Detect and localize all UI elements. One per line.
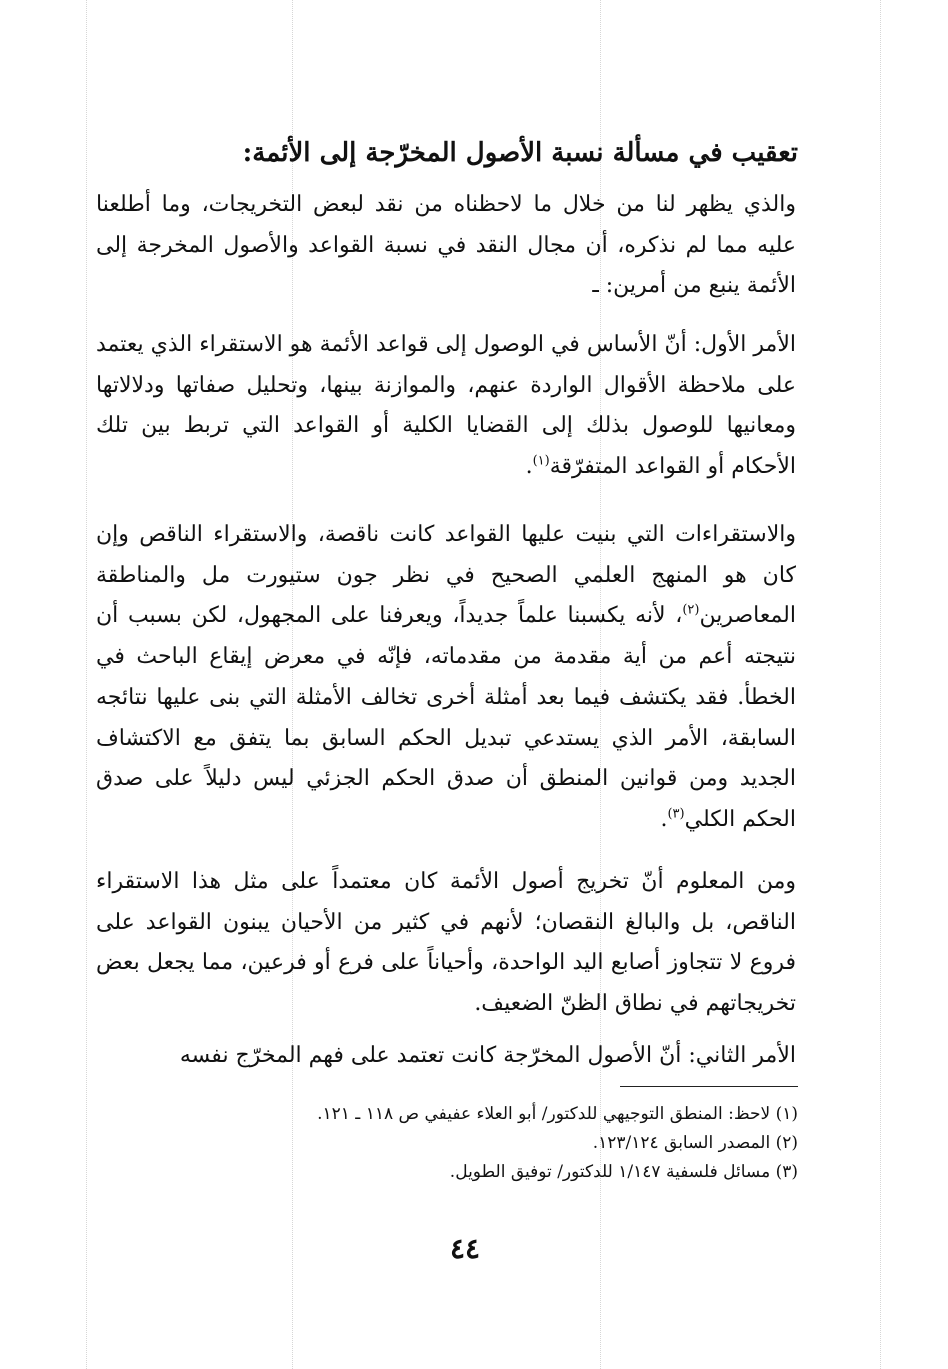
paragraph-2 [96,325,796,488]
paragraph-4 [96,862,796,1025]
paragraph-3 [96,515,796,841]
footnote-ref-1: (١) [532,453,550,469]
paragraph-1 [96,185,796,307]
paragraph-text: ومن المعلوم أنّ تخريج أصول الأئمة كان معتمداً على مثل هذا الاستقراء الناقص، بل والبالغ النقصان؛ لأنهم في كثير من الأحيان يبنون القواعد على فروع لا تتجاوز أصابع اليد الواحدة، وأحياناً على فرع أو فرعين، مما يجعل بعض تخريجاتهم في نطاق الظنّ الضعيف. [96,869,796,1017]
paragraph-body: الأمر الأول: أنّ الأساس في الوصول إلى قواعد الأئمة هو الاستقراء الذي يعتمد على ملاحظة الأقوال الواردة عنهم، والموازنة بينها، وتحليل صفاتها ودلالاتها ومعانيها للوصول بذلك إلى القضايا الكلية أو القواعد التي تربط بين تلك الأحكام أو القواعد المتفرّقة [96,332,796,480]
footnote-2: (٢) المصدر السابق ١٢٣/١٢٤. [592,1133,798,1153]
scan-artifact-line [880,0,881,1369]
footnote-1: (١) لاحظ: المنطق التوجيهي للدكتور/ أبو العلاء عفيفي ص ١١٨ ـ ١٢١. [317,1104,798,1124]
paragraph-tail: . [525,454,533,480]
paragraph-5 [96,1036,796,1077]
scan-artifact-line [86,0,87,1369]
footnote-ref-2: (٢) [682,603,700,619]
paragraph-body-a: والاستقراءات التي بنيت عليها القواعد كانت ناقصة، والاستقراء الناقص وإن كان هو المنهج العلمي الصحيح في نظر جون ستيورت مل والمناطقة المعاصرين [96,522,796,629]
paragraph-text: الأمر الثاني: أنّ الأصول المخرّجة كانت تعتمد على فهم المخرّج نفسه [179,1043,796,1068]
footnote-divider [620,1086,798,1087]
paragraph-body-b: ، لأنه يكسبنا علماً جديداً، ويعرفنا على المجهول، لكن بسبب أن نتيجته أعم من أية مقدمة من مقدماته، فإنّه في معرض إيقاع الباحث في الخطأ. فقد يكتشف فيما بعد أمثلة أخرى تخالف الأمثلة التي بنى عليها نتائجه السابقة، الأمر الذي يستدعي تبديل الحكم السابق بما يتفق مع الاكتشاف الجديد ومن قوانين المنطق أن صدق الحكم الجزئي ليس دليلاً على صدق الحكم الكلي [96,603,796,832]
footnotes [150,1100,798,1187]
footnote-3: (٣) مسائل فلسفية ١/١٤٧ للدكتور/ توفيق الطويل. [449,1162,798,1182]
section-heading: تعقيب في مسألة نسبة الأصول المخرّجة إلى الأئمة: [242,138,798,168]
paragraph-text [96,325,796,488]
paragraph-text: والذي يظهر لنا من خلال ما لاحظناه من نقد لبعض التخريجات، وما أطلعنا عليه مما لم نذكره، أن مجال النقد في نسبة القواعد والأصول المخرجة إلى الأئمة ينبع من أمرين: ـ [96,192,796,299]
footnote-ref-3: (٣) [667,806,685,822]
paragraph-tail: . [660,806,668,832]
page-number: ٤٤ [449,1232,481,1265]
paragraph-text [96,515,796,841]
